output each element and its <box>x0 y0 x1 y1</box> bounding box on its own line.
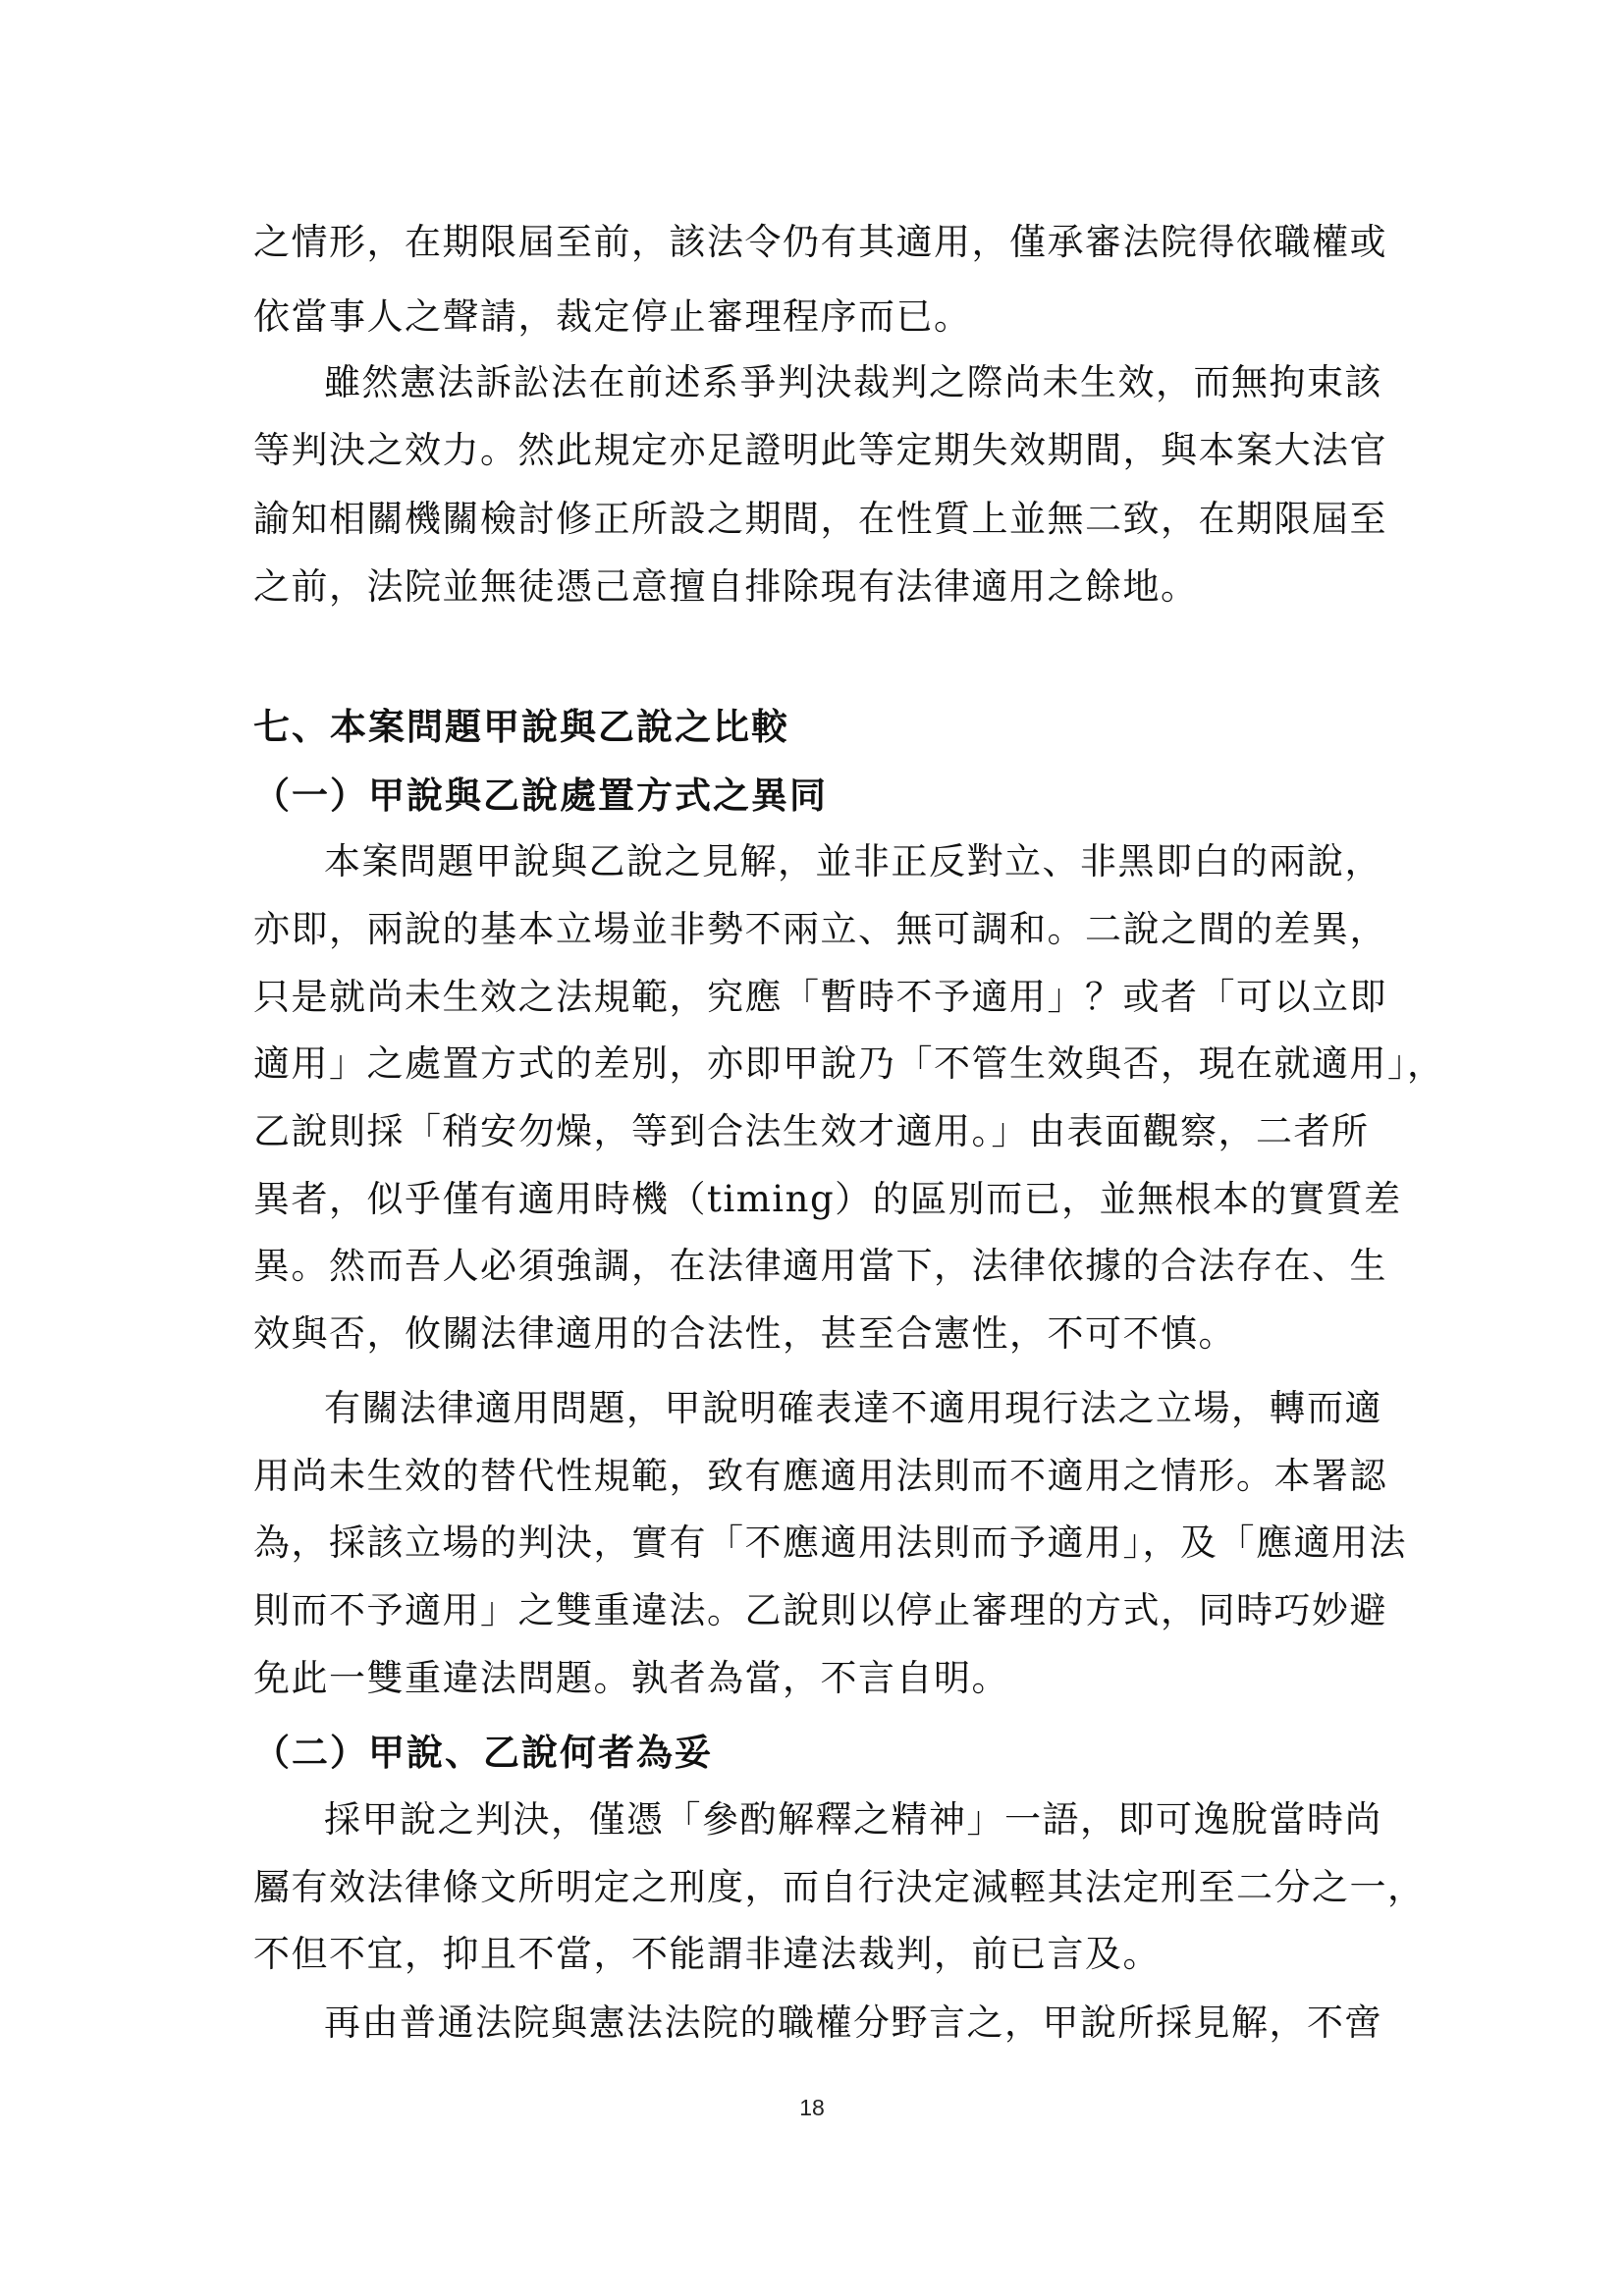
text-line: 依當事人之聲請，裁定停止審理程序而已。 <box>253 295 972 338</box>
text-line: 再由普通法院與憲法法院的職權分野言之，甲說所採見解，不啻 <box>324 2002 1382 2044</box>
section-heading: 七、本案問題甲說與乙說之比較 <box>253 705 789 748</box>
text-line: 免此一雙重違法問題。孰者為當，不言自明。 <box>253 1657 1009 1699</box>
text-line: 本案問題甲說與乙說之見解，並非正反對立、非黑即白的兩說， <box>324 840 1382 882</box>
text-line: 異。然而吾人必須強調，在法律適用當下，法律依據的合法存在、生 <box>253 1245 1387 1287</box>
text-line: 諭知相關機關檢討修正所設之期間，在性質上並無二致，在期限屆至 <box>253 498 1387 540</box>
subsection-heading: （二）甲說、乙說何者為妥 <box>253 1731 713 1774</box>
text-line: 雖然憲法訴訟法在前述系爭判決裁判之際尚未生效，而無拘束該 <box>324 361 1382 403</box>
text-line: 不但不宜，抑且不當，不能謂非違法裁判，前已言及。 <box>253 1933 1161 1975</box>
text-line: 異者，似乎僅有適用時機（timing）的區別而已，並無根本的實質差 <box>253 1178 1402 1220</box>
text-line: 效與否，攸關法律適用的合法性，甚至合憲性，不可不慎。 <box>253 1312 1236 1355</box>
text-line: 採甲說之判決，僅憑「參酌解釋之精神」一語，即可逸脫當時尚 <box>324 1798 1382 1841</box>
page-number: 18 <box>799 2095 825 2120</box>
text-line: 之情形，在期限屆至前，該法令仍有其適用，僅承審法院得依職權或 <box>253 221 1387 263</box>
text-line: 適用」之處置方式的差別，亦即甲說乃「不管生效與否，現在就適用」， <box>253 1042 1445 1085</box>
text-line: 等判決之效力。然此規定亦足證明此等定期失效期間，與本案大法官 <box>253 429 1387 471</box>
text-line: 用尚未生效的替代性規範，致有應適用法則而不適用之情形。本署認 <box>253 1455 1387 1497</box>
text-line: 乙說則採「稍安勿燥，等到合法生效才適用。」由表面觀察，二者所 <box>253 1110 1370 1152</box>
text-line: 屬有效法律條文所明定之刑度，而自行決定減輕其法定刑至二分之一， <box>253 1866 1426 1908</box>
text-line: 為，採該立場的判決，實有「不應適用法則而予適用」，及「應適用法 <box>253 1522 1407 1564</box>
subsection-heading: （一）甲說與乙說處置方式之異同 <box>253 774 828 817</box>
text-line: 只是就尚未生效之法規範，究應「暫時不予適用」？或者「可以立即 <box>253 976 1387 1018</box>
text-line: 亦即，兩說的基本立場並非勢不兩立、無可調和。二說之間的差異， <box>253 908 1387 950</box>
text-line: 有關法律適用問題，甲說明確表達不適用現行法之立場，轉而適 <box>324 1387 1382 1429</box>
text-line: 則而不予適用」之雙重違法。乙說則以停止審理的方式，同時巧妙避 <box>253 1589 1387 1631</box>
text-line: 之前，法院並無徒憑己意擅自排除現有法律適用之餘地。 <box>253 565 1199 608</box>
